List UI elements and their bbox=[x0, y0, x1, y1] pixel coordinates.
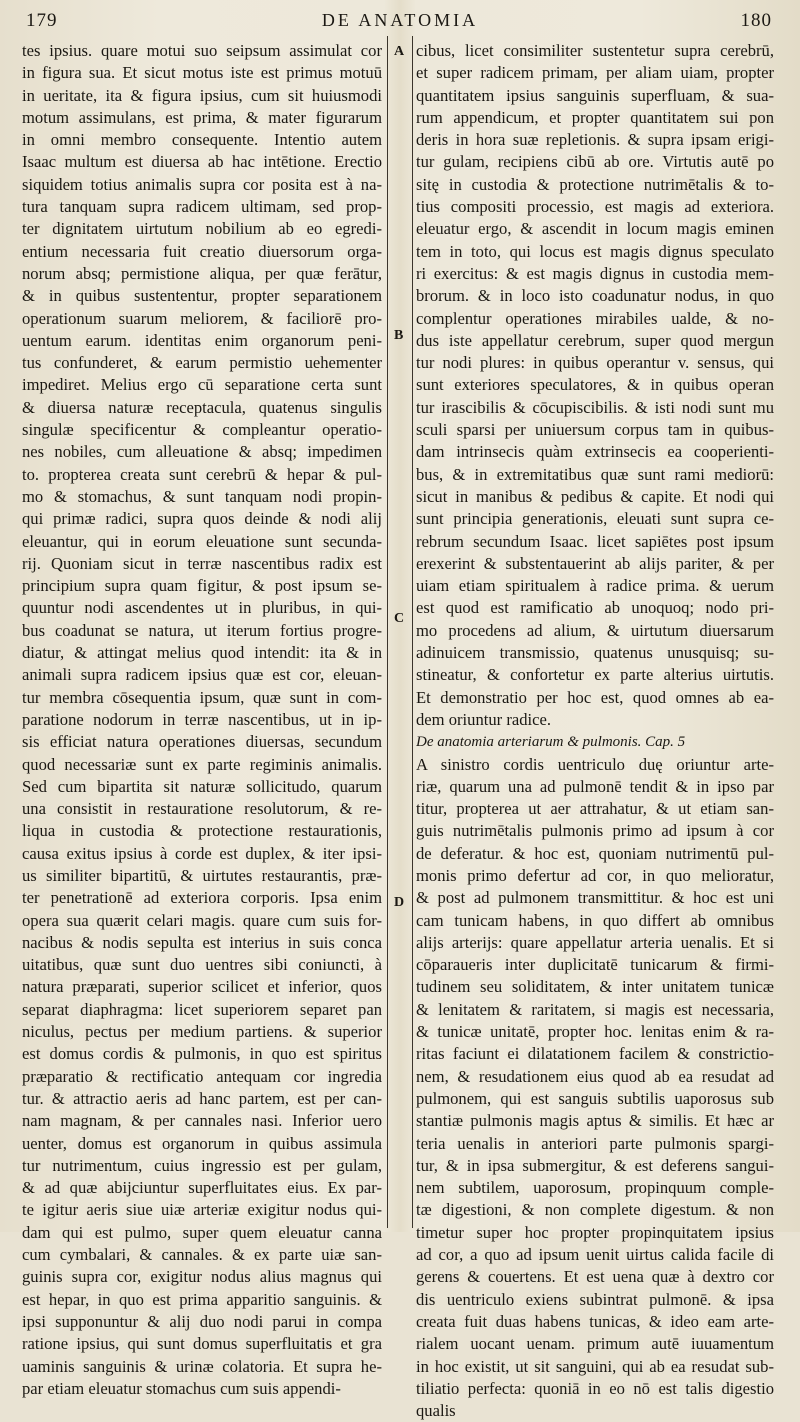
text-line: timetur super hoc propter propinquitatem ipsius bbox=[416, 1222, 774, 1242]
text-line: cum cymbalari, & cannales. & ex parte uiæ san- bbox=[22, 1245, 382, 1265]
text-line: tur. & attractio aeris ad hanc partem, est per can- bbox=[22, 1088, 382, 1108]
text-line: paratione nodorum in terræ nascentibus, ut in ip- bbox=[22, 709, 382, 729]
text-line: tura tanquam supra radicem ultimam, sed prop- bbox=[22, 197, 382, 217]
text-line: dis uentriculo exiens subintrat pulmonē. & ipsa bbox=[416, 1289, 774, 1309]
text-line: entium necessaria fuit creatio diuersorum orga- bbox=[22, 241, 382, 261]
text-line: tur gulam, recipiens cibū ab ore. Virtutis autē po bbox=[416, 152, 774, 172]
text-line: de deferatur. & hoc est, quoniam nutrimentū pul- bbox=[416, 843, 774, 863]
text-line: Sed cum bipartita sit naturæ sollicitudo, quarum bbox=[22, 776, 382, 796]
text-line: dus iste appellatur cerebrum, super quod mergun bbox=[416, 330, 774, 350]
text-line: tur nodi plures: in quibus operantur v. sensus, qui bbox=[416, 353, 774, 373]
text-line: guis nutrimētalis pulmonis primo ad ipsum à cor bbox=[416, 821, 774, 841]
text-line: in figura sua. Et sicut motus iste est primus motuū bbox=[22, 63, 382, 83]
column-rule-left bbox=[387, 36, 388, 1228]
text-line: A sinistro cordis uentriculo duę oriuntur arte- bbox=[416, 754, 774, 774]
text-line: to. propterea creata sunt cerebrū & hepar & pul- bbox=[22, 464, 382, 484]
text-line: tæ digestioni, & non complete digestum. & non bbox=[416, 1200, 774, 1220]
margin-letter-d: D bbox=[394, 895, 405, 910]
text-line: sculi sparsi per uniuersum corpus tam in quibus- bbox=[416, 420, 774, 440]
text-line: bus coadunat se natura, ut iterum fortius progre- bbox=[22, 620, 382, 640]
text-line: tur nutrimentum, cuius ingressio est per gulam, bbox=[22, 1155, 382, 1175]
text-line: eleuatur ergo, & ascendit in locum magis eminen bbox=[416, 219, 774, 239]
text-line: motum assimulans, est prima, & mater figurarum bbox=[22, 107, 382, 127]
section-heading: De anatomia arteriarum & pulmonis. Cap. 5 bbox=[416, 734, 686, 751]
text-line: tus confunderet, & earum permistio uehementer bbox=[22, 353, 382, 373]
text-line: Et demonstratio per hoc est, quod omnes ab ea- bbox=[416, 687, 774, 707]
text-line: tius compositi processio, est magis ad exteriora. bbox=[416, 197, 774, 217]
text-line: in hoc existit, ut sit sanguini, qui ab ea resudat sub- bbox=[416, 1356, 774, 1376]
text-line: tur, & in ipsa submergitur, & est deferens sangui- bbox=[416, 1155, 774, 1175]
text-line: ad cor, a quo ad ipsum uenit uirtus calida facile di bbox=[416, 1245, 774, 1265]
text-line: bus, & in extremitatibus quæ sunt rami mediorū: bbox=[416, 464, 774, 484]
text-line: singulæ specificentur & compleantur operatio- bbox=[22, 420, 382, 440]
text-line: sitę in custodia & protectione nutrimētalis & to- bbox=[416, 174, 774, 194]
right-text-column bbox=[416, 40, 774, 1422]
running-title: DE ANATOMIA bbox=[321, 10, 479, 30]
text-line: ratione ipsius, qui sunt domus superfluitatis et gra bbox=[22, 1334, 382, 1354]
margin-letter-b: B bbox=[394, 328, 404, 343]
text-line: norum absq; permistione aliqua, per quæ ferātur, bbox=[22, 263, 382, 283]
text-line: mo procedens ad alium, & uirtutum diuersarum bbox=[416, 620, 774, 640]
column-rule-right bbox=[412, 36, 413, 1228]
text-line: tur irascibilis & cōcupiscibilis. & isti nodi sunt mu bbox=[416, 397, 774, 417]
text-line: gerens & couertens. Et est uena quæ à dextro cor bbox=[416, 1267, 774, 1287]
page-header bbox=[0, 8, 800, 38]
text-line: & diuersa naturæ receptacula, quatenus singulis bbox=[22, 397, 382, 417]
text-line: guinis supra cor, exigitur nodus alius magnus qui bbox=[22, 1267, 382, 1287]
text-line: riæ, quarum una ad pulmonē tendit & in ipso par bbox=[416, 776, 774, 796]
text-line: niculus, pectus per medium partiens. & superior bbox=[22, 1022, 382, 1042]
text-line: tur membra cōsequentia ipsum, quæ sunt in com- bbox=[22, 687, 382, 707]
text-line: est quod est ramificatio ab unoquoq; nodo pri- bbox=[416, 598, 774, 618]
text-line: nem subtilem, uaporosum, propinquum comple- bbox=[416, 1178, 774, 1198]
text-line: te igitur aeris siue uiæ arteriæ exigitur nodus qui- bbox=[22, 1200, 382, 1220]
text-line: animali supra radicem ipsius quæ est cor, eleuan- bbox=[22, 665, 382, 685]
text-line: sunt principia generationis, eleuati sunt supra ce- bbox=[416, 509, 774, 529]
text-line: uentum earum. identitas enim organorum peni- bbox=[22, 330, 382, 350]
text-line: & tunicæ unitatē, propter hoc. lenitas enim & ra- bbox=[416, 1022, 774, 1042]
folio-number-right: 180 bbox=[740, 10, 772, 31]
text-line: ri exercitus: & est magis dignus in custodia mem- bbox=[416, 263, 774, 283]
text-line: causa exitus ipsius à corde est duplex, & iter ipsi- bbox=[22, 843, 382, 863]
text-line: operationum suarum meliorem, & faciliorē pro- bbox=[22, 308, 382, 328]
text-line: creata fuit duas habens tunicas, & ideo eam arte- bbox=[416, 1311, 774, 1331]
text-line: quod necessariæ sunt ex parte regiminis animalis. bbox=[22, 754, 382, 774]
text-line: stantiæ pulmonis magis aptus & similis. Et hæc ar bbox=[416, 1111, 774, 1131]
text-line: sis efficiat natura operationes diuersas, secundum bbox=[22, 732, 382, 752]
text-line: ipsi supponuntur & alij duo nodi parui in compa bbox=[22, 1311, 382, 1331]
text-line: teria uenalis in anteriori parte pulmonis spargi- bbox=[416, 1133, 774, 1153]
text-line: qualis bbox=[416, 1401, 456, 1421]
text-line: siquidem totius animalis supra cor posita est à na- bbox=[22, 174, 382, 194]
text-line: et super radicem primam, per aliam uiam, propter bbox=[416, 63, 774, 83]
text-line: ter penetrationē ad exteriora corporis. Ipsa enim bbox=[22, 888, 382, 908]
text-line: in ueritate, ita & figura ipsius, cum sit huiusmodi bbox=[22, 85, 382, 105]
text-line: us similiter bipartitū, & uirtutes restaurantis, præ- bbox=[22, 865, 382, 885]
text-line: mo & stomachus, & sunt tanquam nodi propin- bbox=[22, 486, 382, 506]
text-line: nam magnam, & per cannales nasi. Inferior uero bbox=[22, 1111, 382, 1131]
text-line: præparatio & rectificatio antequam cor ingredia bbox=[22, 1066, 382, 1086]
text-line: in omni membro consequente. Intentio autem bbox=[22, 130, 382, 150]
text-line: uitatibus, quæ sunt duo uentres sibi coniuncti, à bbox=[22, 955, 382, 975]
text-line: dam qui est pulmo, super quem eleuatur canna bbox=[22, 1222, 382, 1242]
text-line: liqua in custodia & protectione restaurationis, bbox=[22, 821, 382, 841]
text-line: & in quibus sustententur, propter separationem bbox=[22, 286, 382, 306]
text-line: opera sua quærit celari magis. quare cum suis for- bbox=[22, 910, 382, 930]
text-line: rialem uocant uenam. primum autē iuuamentum bbox=[416, 1334, 774, 1354]
text-line: sunt exteriores speculatores, & in quibus operan bbox=[416, 375, 774, 395]
text-line: separat diaphragma: licet superiorem separet pan bbox=[22, 999, 382, 1019]
text-line: par etiam eleuatur stomachus cum suis appendi- bbox=[22, 1378, 341, 1398]
text-line: erexerint & substentauerint ab alijs pariter, & per bbox=[416, 553, 774, 573]
left-text-column bbox=[22, 40, 382, 1400]
text-line: & post ad pulmonem transmittitur. & hoc est uni bbox=[416, 888, 774, 908]
text-line: est domus cordis & pulmonis, in quo est spiritus bbox=[22, 1044, 382, 1064]
text-line: dam intrinsecis quàm extrinsecis ea cooperienti- bbox=[416, 442, 774, 462]
text-line: rebrum secundum Isaac. licet sapiētes post ipsum bbox=[416, 531, 774, 551]
text-line: stineatur, & confortetur ex parte alterius uirtutis. bbox=[416, 665, 774, 685]
text-line: est hepar, in quo est prima apparitio sanguinis. & bbox=[22, 1289, 382, 1309]
text-line: & lenitatem & raritatem, si magis est necessaria, bbox=[416, 999, 774, 1019]
text-line: adinuicem transmissio, quatenus unusquisq; su- bbox=[416, 643, 774, 663]
text-line: tudinem seu soliditatem, & inter unitatem tunicæ bbox=[416, 977, 774, 997]
text-line: nem, & resudationem eius quod ab ea resudat ad bbox=[416, 1066, 774, 1086]
margin-letter-a: A bbox=[394, 44, 405, 59]
text-line: uiam etiam spiritualem à radice prima. & uerum bbox=[416, 576, 774, 596]
text-line: eleuantur, qui in eorum eleuatione sunt secunda- bbox=[22, 531, 382, 551]
text-line: sicut in manibus & pedibus & capite. Et nodi qui bbox=[416, 486, 774, 506]
text-line: natura præparati, superior scilicet et inferior, quos bbox=[22, 977, 382, 997]
text-line: pulmonem, qui est sanguis subtilis uaporosus sub bbox=[416, 1088, 774, 1108]
text-line: dem oriuntur radice. bbox=[416, 709, 552, 729]
text-line: impediret. Melius ergo cū separatione certa sunt bbox=[22, 375, 382, 395]
text-line: uaminis sanguinis & urinæ colatoria. Et supra he- bbox=[22, 1356, 382, 1376]
text-line: qui primæ radici, supra quos deinde & nodi alij bbox=[22, 509, 382, 529]
text-line: complentur operationes mirabiles ualde, & no- bbox=[416, 308, 774, 328]
text-line: quuntur nodi ascendentes ut in pluribus, in qui- bbox=[22, 598, 382, 618]
text-line: quantitatem ipsius sanguinis superfluam, & sua- bbox=[416, 85, 774, 105]
folio-number-left: 179 bbox=[26, 10, 58, 31]
text-line: tiliatio perfecta: quoniā in eo nō est talis digestio bbox=[416, 1378, 774, 1398]
text-line: rum appendicum, et propter quantitatem sui pon bbox=[416, 107, 774, 127]
text-line: ritas faciunt ei dilatationem facilem & constrictio- bbox=[416, 1044, 774, 1064]
text-line: diatur, & attingat melius quod intendit: ita & in bbox=[22, 643, 382, 663]
text-line: monis primo defertur ad cor, in quo melioratur, bbox=[416, 865, 774, 885]
text-line: uenter, domus est organorum in quibus assimula bbox=[22, 1133, 382, 1153]
text-line: tem in toto, qui locus est magis dignus speculato bbox=[416, 241, 774, 261]
text-line: Isaac multum est diuersa ab hac intētione. Erectio bbox=[22, 152, 382, 172]
text-line: rij. Quoniam sicut in terræ nascentibus radix est bbox=[22, 553, 382, 573]
margin-letter-c: C bbox=[394, 611, 405, 626]
text-line: ter dignitatem uirtutum nobilium ab eo egredi- bbox=[22, 219, 382, 239]
text-line: titur, propterea ut aer attrahatur, & ut etiam san- bbox=[416, 799, 774, 819]
text-line: & ad quæ abijciuntur superfluitates eius. Ex par- bbox=[22, 1178, 382, 1198]
text-line: nacibus & nodis sepulta est interius in suis conca bbox=[22, 932, 382, 952]
text-line: cōparaueris inter duplicitatē tunicarum & firmi- bbox=[416, 955, 774, 975]
text-line: nes nobiles, cum alleuatione & absq; impedimen bbox=[22, 442, 382, 462]
text-line: cibus, licet consimiliter sustentetur supra cerebrū, bbox=[416, 41, 774, 60]
text-line: cam tunicam habens, in quo differt ab omnibus bbox=[416, 910, 774, 930]
text-line: alijs arterijs: quare appellatur arteria uenalis. Et si bbox=[416, 932, 774, 952]
text-line: deris in hora suæ repletionis. & supra ipsam erigi- bbox=[416, 130, 774, 150]
text-line: tes ipsius. quare motui suo seipsum assimulat cor bbox=[22, 41, 382, 60]
text-line: una consistit in restauratione resolutorum, & re- bbox=[22, 799, 382, 819]
text-line: principium supra quam figitur, & post ipsum se- bbox=[22, 576, 382, 596]
text-line: brorum. & in loco isto coadunatur nodus, in quo bbox=[416, 286, 774, 306]
